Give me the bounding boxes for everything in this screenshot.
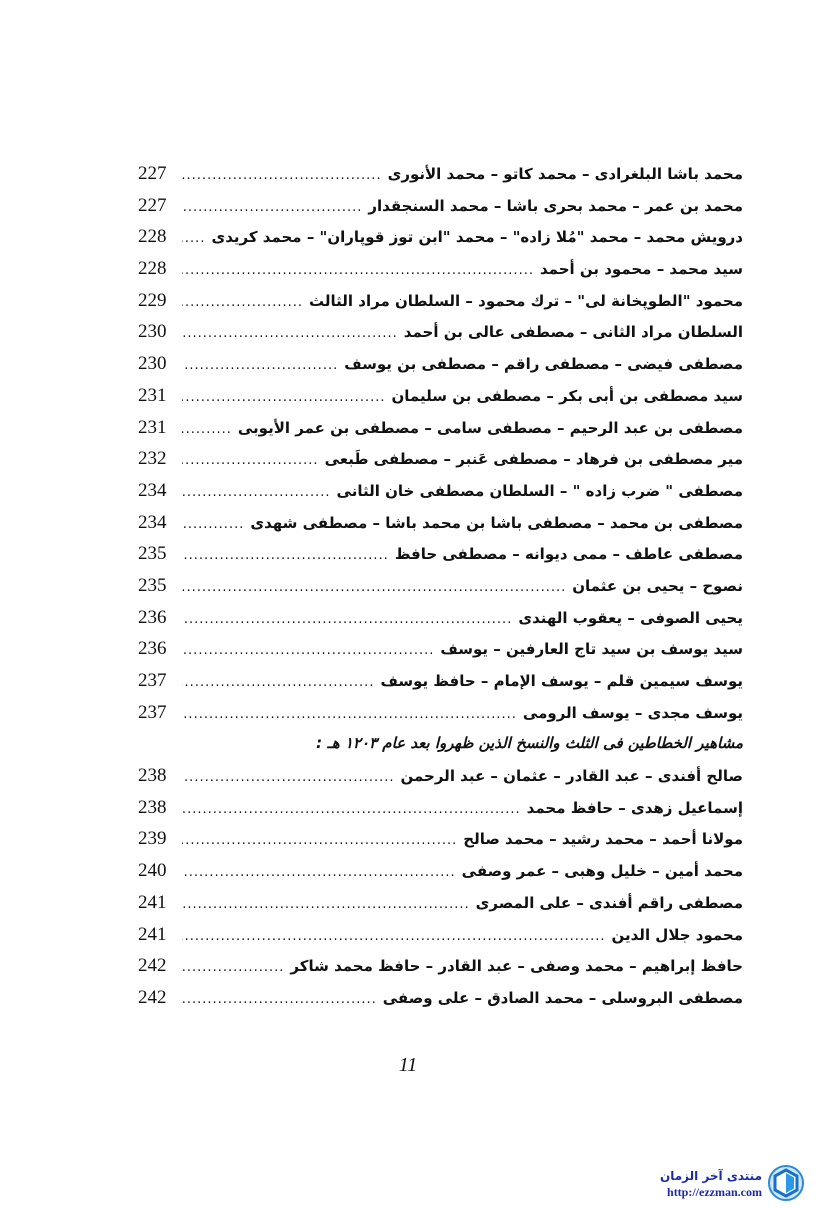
toc-entry <box>138 665 743 697</box>
entry-page: 234 <box>138 479 167 501</box>
entry-title: درويش محمد – محمد "مُلا زاده" – محمد "ابن توز قوپاران" – محمد كريدى <box>211 228 743 247</box>
entry-title: إسماعيل زهدى – حافظ محمد <box>526 798 743 817</box>
entry-title: محمود "الطوپخانة لى" – ترك محمود – السلطان مراد الثالث <box>309 291 743 310</box>
dot-leader <box>182 857 456 889</box>
dot-leader <box>182 223 205 255</box>
entry-page: 236 <box>138 638 167 660</box>
entry-title: محمد بن عمر – محمد بحرى باشا – محمد السنجقدار <box>368 196 743 215</box>
toc-entry <box>138 570 743 602</box>
entry-title: يحيى الصوفى – يعقوب الهندى <box>518 608 743 627</box>
toc-entry <box>138 855 743 887</box>
entry-title: سيد مصطفى بن أبى بكر – مصطفى بن سليمان <box>391 386 743 405</box>
dot-leader <box>182 699 517 731</box>
entry-page: 235 <box>138 574 167 596</box>
toc-entry <box>138 887 743 919</box>
entry-title: محمود جلال الدين <box>611 925 743 944</box>
dot-leader <box>182 952 284 984</box>
entry-page: 231 <box>138 416 167 438</box>
entry-title: يوسف سيمين قلم – يوسف الإمام – حافظ يوسف <box>380 672 743 690</box>
entry-title: سيد محمد – محمود بن أحمد <box>539 260 743 279</box>
entry-title: مصطفى بن محمد – مصطفى باشا بن محمد باشا – مصطفى شهدى <box>250 513 743 532</box>
entry-title: محمد باشا البلغرادى – محمد كاتو – محمد الأنورى <box>387 165 743 183</box>
dot-leader <box>182 604 512 636</box>
watermark-url[interactable]: http://ezzman.com <box>667 1185 762 1199</box>
entry-title: محمد أمين – خليل وهبى – عمر وصفى <box>461 862 743 881</box>
dot-leader <box>182 762 394 794</box>
toc-list <box>138 158 743 728</box>
entry-page: 237 <box>138 701 167 723</box>
dot-leader <box>182 509 244 541</box>
entry-title: مصطفى عاطف – ممى ديوانه – مصطفى حافظ <box>394 545 743 564</box>
entry-page: 230 <box>138 321 167 343</box>
toc-entry <box>138 285 743 317</box>
entry-page: 241 <box>138 891 167 913</box>
entry-page: 236 <box>138 606 167 628</box>
toc-entry <box>138 697 743 729</box>
entry-title: مصطفى " ضرب زاده " – السلطان مصطفى خان الثانى <box>336 481 743 500</box>
table-of-contents <box>138 158 743 1014</box>
entry-page: 227 <box>138 194 167 216</box>
dot-leader <box>182 794 521 826</box>
entry-page: 235 <box>138 543 167 565</box>
entry-title: مصطفى البروسلى – محمد الصادق – على وصفى <box>382 988 743 1007</box>
watermark-name: منتدى آخر الزمان <box>660 1169 762 1183</box>
entry-page: 240 <box>138 860 167 882</box>
entry-title: السلطان مراد الثانى – مصطفى عالى بن أحمد <box>403 323 743 342</box>
entry-title: مصطفى بن عبد الرحيم – مصطفى سامى – مصطفى بن عمر الأيوبى <box>237 418 743 437</box>
entry-title: مصطفى فيضى – مصطفى راقم – مصطفى بن يوسف <box>344 355 743 374</box>
dot-leader <box>182 540 389 572</box>
dot-leader <box>182 984 377 1016</box>
toc-entry <box>138 158 743 190</box>
toc-entry <box>138 412 743 444</box>
toc-entry <box>138 982 743 1014</box>
entry-page: 239 <box>138 828 167 850</box>
toc-entry <box>138 507 743 539</box>
entry-page: 241 <box>138 923 167 945</box>
toc-entry <box>138 253 743 285</box>
toc-entry <box>138 950 743 982</box>
toc-entry <box>138 633 743 665</box>
entry-title: مصطفى راقم أفندى – على المصرى <box>475 893 743 912</box>
entry-page: 228 <box>138 226 167 248</box>
dot-leader <box>182 572 566 604</box>
entry-page: 231 <box>138 384 167 406</box>
dot-leader <box>182 382 385 414</box>
toc-entry <box>138 380 743 412</box>
dot-leader <box>182 477 331 509</box>
entry-page: 237 <box>138 670 167 691</box>
dot-leader <box>182 255 534 287</box>
dot-leader <box>182 192 362 224</box>
toc-entry <box>138 475 743 507</box>
dot-leader <box>182 445 319 477</box>
watermark-logo <box>640 1163 810 1203</box>
entry-page: 230 <box>138 353 167 375</box>
toc-entry <box>138 823 743 855</box>
page-number: 11 <box>398 1054 418 1076</box>
toc-entry <box>138 792 743 824</box>
entry-page: 228 <box>138 258 167 280</box>
entry-page: 238 <box>138 765 167 787</box>
entry-page: 234 <box>138 511 167 533</box>
dot-leader <box>182 318 398 350</box>
hexagon-logo-icon <box>768 1165 804 1201</box>
dot-leader <box>182 414 232 446</box>
entry-page: 232 <box>138 448 167 470</box>
dot-leader <box>182 667 374 699</box>
entry-title: حافظ إبراهيم – محمد وصفى – عبد القادر – حافظ محمد شاكر <box>290 957 743 976</box>
toc-entry <box>138 221 743 253</box>
section-heading: مشاهير الخطاطين فى الثلث والنسخ الذين ظهروا بعد عام ١٢٠٣ هـ : <box>316 734 743 753</box>
dot-leader <box>182 287 303 319</box>
dot-leader <box>182 160 382 192</box>
dot-leader <box>182 921 606 953</box>
entry-title: صالح أفندى – عبد القادر – عثمان – عبد الرحمن <box>400 767 743 786</box>
dot-leader <box>182 635 434 667</box>
dot-leader <box>182 825 457 857</box>
toc-entry <box>138 760 743 792</box>
entry-title: مير مصطفى بن فرهاد – مصطفى عَنبر – مصطفى طَبعى <box>324 450 743 469</box>
toc-entry <box>138 602 743 634</box>
toc-entry <box>138 443 743 475</box>
toc-list <box>138 760 743 1014</box>
dot-leader <box>182 350 338 382</box>
entry-title: سيد يوسف بن سيد تاج العارفين – يوسف <box>440 640 743 659</box>
entry-page: 242 <box>138 986 167 1008</box>
toc-entry <box>138 316 743 348</box>
toc-entry <box>138 538 743 570</box>
entry-page: 229 <box>138 289 167 311</box>
dot-leader <box>182 889 470 921</box>
toc-entry <box>138 190 743 222</box>
entry-title: نصوح – يحيى بن عثمان <box>572 576 743 595</box>
entry-title: مولانا أحمد – محمد رشيد – محمد صالح <box>463 830 743 849</box>
toc-entry <box>138 919 743 951</box>
entry-page: 238 <box>138 796 167 818</box>
entry-page: 242 <box>138 955 167 977</box>
toc-entry <box>138 348 743 380</box>
entry-title: يوسف مجدى – يوسف الرومى <box>522 703 743 722</box>
entry-page: 227 <box>138 163 167 184</box>
